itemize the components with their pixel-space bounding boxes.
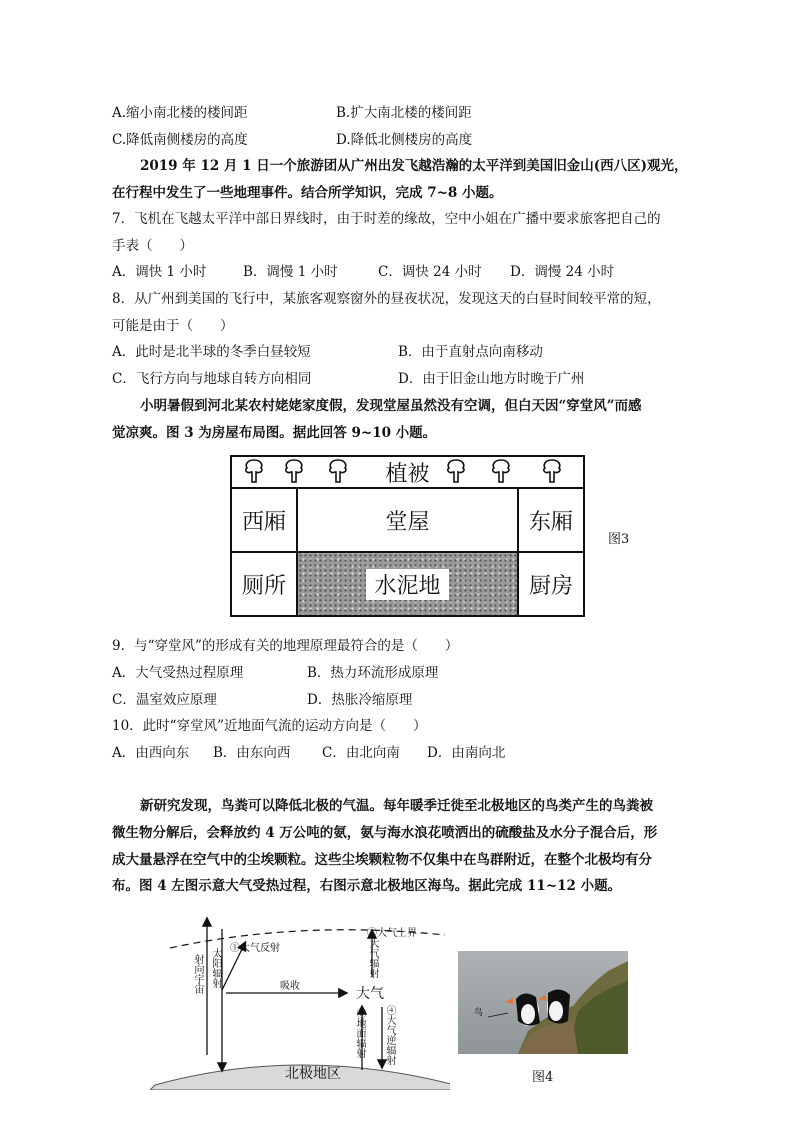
q8-stem-line2: 可能是由于（ ）	[112, 318, 234, 334]
toilet-label: 厕所	[241, 573, 286, 599]
q7-option-c: C．调快 24 小时	[378, 264, 482, 280]
label-solar-radiation: 太阳辐射	[210, 948, 221, 988]
label-bird: 鸟	[474, 1008, 484, 1018]
q6-option-d: D.降低北侧楼房的高度	[336, 132, 473, 148]
passage-11-12-line1: 新研究发现，鸟粪可以降低北极的气温。每年暖季迁徙至北极地区的鸟类产生的鸟粪被	[140, 798, 653, 814]
label-atmosphere: 大气	[356, 986, 384, 1002]
q9-option-d: D．热胀冷缩原理	[307, 692, 413, 708]
cement-ground-label: 水泥地	[366, 569, 448, 600]
figure-4-caption: 图4	[532, 1070, 554, 1085]
label-ground-radiation: ③地面辐射	[354, 1008, 365, 1058]
label-atmosphere-radiation: 大气辐射	[367, 938, 378, 978]
label-to-space: 射向宇宙	[192, 954, 203, 994]
toilet-room	[230, 551, 298, 617]
q7-option-d: D．调慢 24 小时	[510, 264, 615, 280]
q7-option-a: A．调快 1 小时	[112, 264, 207, 280]
west-wing-label: 西厢	[241, 509, 286, 535]
label-arctic-region: 北极地区	[285, 1066, 341, 1082]
main-hall-label: 堂屋	[385, 509, 430, 535]
q7-stem-line1: 7．飞机在飞越太平洋中部日界线时，由于时差的缘故，空中小姐在广播中要求旅客把自己的	[112, 211, 661, 227]
q8-option-c: C．飞行方向与地球自转方向相同	[112, 371, 312, 387]
q7-option-b: B．调慢 1 小时	[243, 264, 338, 280]
q9-option-b: B．热力环流形成原理	[307, 665, 439, 681]
east-wing-room	[517, 487, 585, 553]
tree-icon	[540, 458, 564, 484]
label-absorb: 吸收	[280, 981, 300, 992]
kitchen-label: 厨房	[528, 573, 573, 599]
q10-stem: 10．此时“穿堂风”近地面气流的运动方向是（ ）	[112, 718, 427, 734]
q8-option-b: B．由于直射点向南移动	[398, 344, 543, 360]
q9-option-a: A．大气受热过程原理	[112, 665, 244, 681]
label-counter-radiation: ④大气逆辐射	[384, 1005, 395, 1065]
east-wing-label: 东厢	[528, 509, 573, 535]
passage-11-12-line4: 布。图 4 左图示意大气受热过程，右图示意北极地区海鸟。据此完成 11~12 小题。	[112, 878, 622, 894]
tree-icon	[489, 458, 513, 484]
label-atmosphere-top: ②大气上界	[367, 928, 417, 939]
q6-option-b: B.扩大南北楼的楼间距	[336, 105, 472, 121]
q6-option-c: C.降低南侧楼房的高度	[112, 132, 248, 148]
tree-icon	[326, 458, 350, 484]
q6-option-a: A.缩小南北楼的楼间距	[112, 105, 248, 121]
q9-option-c: C．温室效应原理	[112, 692, 217, 708]
vegetation-label: 植被	[385, 461, 430, 487]
tree-icon	[242, 458, 266, 484]
passage-9-10-line1: 小明暑假到河北某农村姥姥家度假，发现堂屋虽然没有空调，但白天因“穿堂风”而感	[140, 398, 642, 414]
q8-stem-line1: 8．从广州到美国的飞行中，某旅客观察窗外的昼夜状况，发现这天的白昼时间较平常的短，	[112, 291, 661, 307]
q10-option-c: C．由北向南	[322, 745, 400, 761]
passage-11-12-line2: 微生物分解后，会释放约 4 万公吨的氨，氨与海水浪花喷洒出的硫酸盐及水分子混合后，形	[112, 825, 658, 841]
label-atmosphere-reflection: ①大气反射	[230, 943, 280, 954]
figure-3-house-layout	[230, 455, 585, 617]
q10-option-d: D．由南向北	[427, 745, 506, 761]
q9-stem: 9．与“穿堂风”的形成有关的地理原理最符合的是（ ）	[112, 638, 459, 654]
puffin-photo	[458, 951, 628, 1054]
passage-7-8-line1: 2019 年 12 月 1 日一个旅游团从广州出发飞越浩瀚的太平洋到美国旧金山(西八区)观光，	[140, 158, 688, 174]
passage-11-12-line3: 成大量悬浮在空气中的尘埃颗粒。这些尘埃颗粒物不仅集中在鸟群附近，在整个北极均有分	[112, 852, 652, 868]
q10-option-b: B．由东向西	[213, 745, 291, 761]
cement-ground-area	[296, 551, 519, 617]
q8-option-a: A．此时是北半球的冬季白昼较短	[112, 344, 311, 360]
q8-option-d: D．由于旧金山地方时晚于广州	[398, 371, 585, 387]
q10-option-a: A．由西向东	[112, 745, 190, 761]
passage-7-8-line2: 在行程中发生了一些地理事件。结合所学知识，完成 7~8 小题。	[112, 185, 503, 201]
q7-stem-line2: 手表（ ）	[112, 238, 193, 254]
passage-9-10-line2: 觉凉爽。图 3 为房屋布局图。据此回答 9~10 小题。	[112, 425, 437, 441]
tree-icon	[282, 458, 306, 484]
tree-icon	[444, 458, 468, 484]
west-wing-room	[230, 487, 298, 553]
main-hall-room	[296, 487, 519, 553]
figure-3-caption: 图3	[608, 532, 630, 547]
kitchen-room	[517, 551, 585, 617]
